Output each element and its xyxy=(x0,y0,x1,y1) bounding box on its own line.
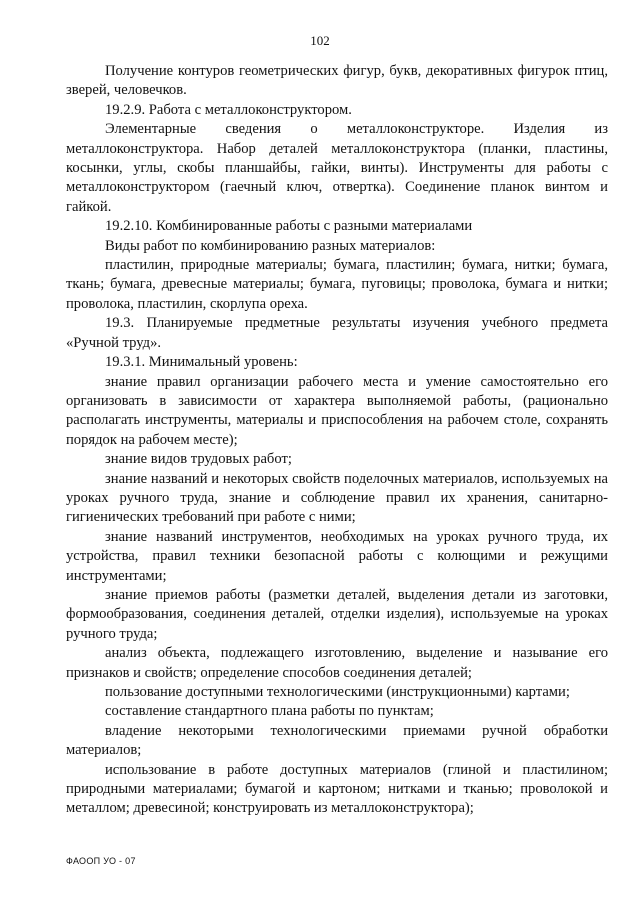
list-item: составление стандартного плана работы по пунктам; xyxy=(105,703,434,720)
document-footer: ФАООП УО - 07 xyxy=(66,856,136,866)
list-item: знание видов трудовых работ; xyxy=(105,451,292,468)
list-item: знание правил организации рабочего места и умение самостоятельно его организовать в зависимости от характера выполняемой работы, (рационально располагать инструменты, материалы и приспособления на рабочем столе, сохранять порядок на рабочем месте); xyxy=(66,373,608,448)
paragraph: Виды работ по комбинированию разных материалов: xyxy=(105,237,436,254)
paragraph: Получение контуров геометрических фигур, букв, декоративных фигурок птиц, зверей, человечков. xyxy=(66,63,608,99)
paragraph: пластилин, природные материалы; бумага, пластилин; бумага, нитки; бумага, ткань; бумага, древесные материалы; бумага, пуговицы; проволока, бумага и нитки; проволока, пластилин, скорлупа ореха. xyxy=(66,257,608,312)
section-heading: 19.2.9. Работа с металлоконструктором. xyxy=(105,101,352,118)
paragraph: Элементарные сведения о металлоконструкторе. Изделия из металлоконструктора. Набор деталей металлоконструктора (планки, пластины, косынки, углы, скобы планшайбы, гайки, винты). Инструменты для работы с металлоконструктором (гаечный ключ, отвертка). Соединение планок винтом и гайкой. xyxy=(66,121,608,215)
list-item: знание названий инструментов, необходимых на уроках ручного труда, их устройства, правил техники безопасной работы с колющими и режущими инструментами; xyxy=(66,528,608,584)
list-item: использование в работе доступных материалов (глиной и пластилином; природными материалами; бумагой и картоном; нитками и тканью; проволокой и металлом; древесиной; конструировать из металлоконструктора); xyxy=(66,761,608,817)
list-item: знание названий и некоторых свойств поделочных материалов, используемых на уроках ручного труда, знание и соблюдение правил их хранения, санитарно-гигиенических требований при работе с ними; xyxy=(66,470,608,526)
section-heading: 19.3.1. Минимальный уровень: xyxy=(105,354,298,371)
list-item: пользование доступными технологическими (инструкционными) картами; xyxy=(105,684,570,700)
document-body xyxy=(66,62,608,819)
section-heading: 19.3. Планируемые предметные результаты изучения учебного предмета «Ручной труд». xyxy=(66,315,608,351)
list-item: владение некоторыми технологическими приемами ручной обработки материалов; xyxy=(66,722,608,759)
list-item: анализ объекта, подлежащего изготовлению, выделение и называние его признаков и свойств; определение способов соединения деталей; xyxy=(66,645,608,681)
section-heading: 19.2.10. Комбинированные работы с разными материалами xyxy=(105,218,473,235)
list-item: знание приемов работы (разметки деталей, выделения детали из заготовки, формообразования, соединения деталей, отделки изделия), используемые на уроках ручного труда; xyxy=(66,586,608,642)
page-number: 102 xyxy=(310,33,330,48)
